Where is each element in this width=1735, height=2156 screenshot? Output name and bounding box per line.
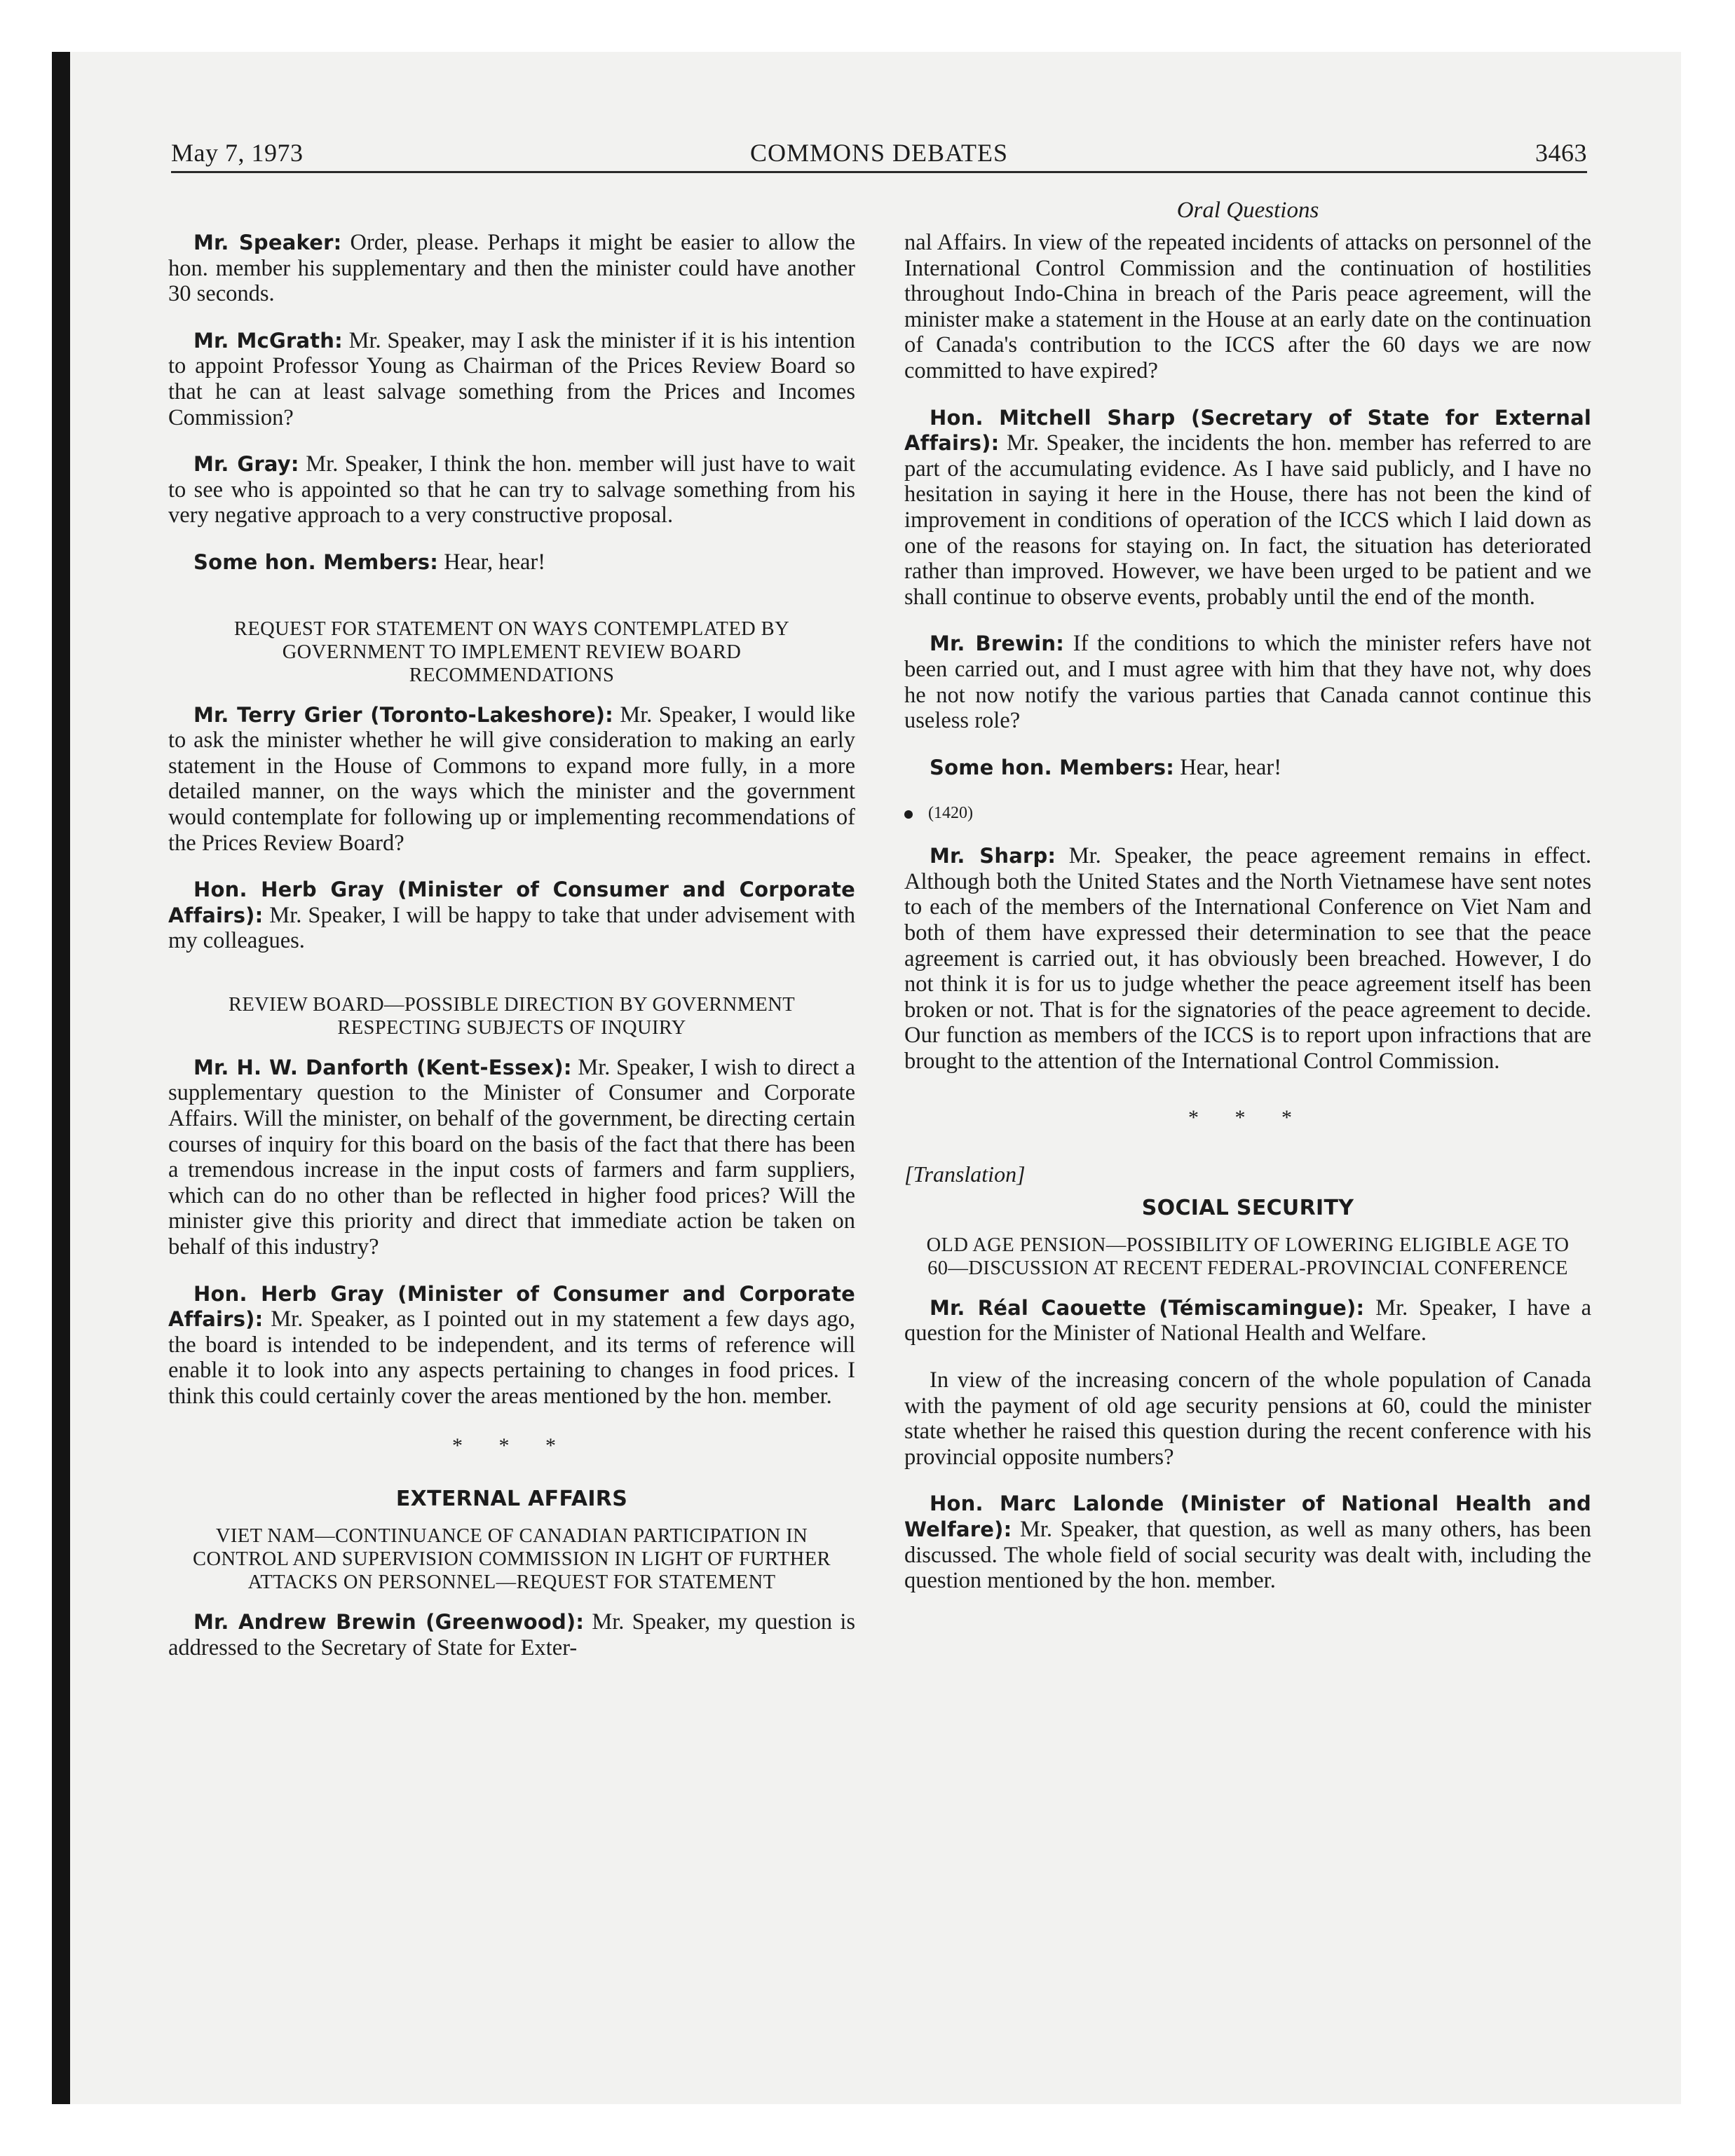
section-divider-stars: * * * [1188, 1105, 1307, 1129]
speaker-name: Some hon. Members: [930, 755, 1175, 779]
section-heading: SOCIAL SECURITY [1141, 1195, 1354, 1220]
subheading: VIET NAM—CONTINUANCE OF CANADIAN PARTICIPATION IN CONTROL AND SUPERVISION COMMISSION IN LIGHT OF FURTHER ATTACKS ON PERSONNEL—REQUEST FOR STATEMENT [193, 1525, 831, 1594]
time-stamp: (1420) [928, 804, 973, 823]
speaker-name: Mr. Andrew Brewin (Greenwood): [193, 1610, 585, 1635]
header-date: May 7, 1973 [171, 139, 304, 167]
speaker-name: Mr. Terry Grier (Toronto-Lakeshore): [193, 702, 613, 727]
speaker-name: Mr. Brewin: [930, 632, 1065, 656]
subheading: REVIEW BOARD—POSSIBLE DIRECTION BY GOVERNMENT RESPECTING SUBJECTS OF INQUIRY [228, 993, 796, 1039]
speech-text: Hear, hear! [1180, 754, 1282, 780]
speech-text: Mr. Speaker, I have a question for the Minister of National Health and Welfare. [904, 1295, 1591, 1346]
speaker-name: Mr. Speaker: [193, 231, 342, 254]
speech-text: Hear, hear! [444, 549, 546, 575]
speaker-name: Hon. Marc Lalonde (Minister of National Health and Welfare): [904, 1492, 1591, 1541]
speaker-name: Hon. Herb Gray (Minister of Consumer and Corporate Affairs): [168, 1281, 855, 1332]
speech-text: If the conditions to which the minister refers have not been carried out, and I must agree with him that they have not, why does he not now notify the various parties that Canada cannot continue this useless role? [904, 631, 1592, 734]
speech-paragraph [168, 1055, 855, 1260]
body-paragraph: In view of the increasing concern of the whole population of Canada with the payment of old age security pensions at 60, could the minister state whether he raised this question during the recent conference with his provincial opposite numbers? [904, 1367, 1591, 1470]
speech-text: Mr. Speaker, I wish to direct a supplementary question to the Minister of Consumer and Corporate Affairs. Will the minister, on behalf of the government, be directing certain courses of inquiry for this board on the basis of the fact that there has been a tremendous increase in the input costs of farmers and farm suppliers, which can do no other than be reflected in higher food prices? Will the minister give this priority and direct that immediate action be taken on behalf of this industry? [168, 1054, 855, 1260]
speaker-name: Mr. McGrath: [193, 328, 343, 353]
speech-paragraph [168, 877, 855, 954]
speech-text: Mr. Speaker, the peace agreement remains in effect. Although both the United States and the North Vietnamese have sent notes to each of the members of the International Conference on Viet Nam and both of them have expressed their determination to see that the peace agreement is carried out, it has obviously been breached. However, I do not think it is for us to judge whether the peace agreement itself has been broken or not. That is for the signatories of the peace agreement to decide. Our function as members of the ICCS is to report upon infractions that are brought to the attention of the International Control Commission. [904, 843, 1592, 1074]
bullet-icon [904, 810, 913, 819]
speaker-name: Mr. Gray: [193, 452, 299, 477]
speech-text: Mr. Speaker, I would like to ask the minister whether he will give consideration to making an early statement in the House of Commons to expand more fully, in a more detailed manner, on the ways which the minister and the government would contemplate for following up or implementing recommendations of the Prices Review Board? [168, 702, 856, 856]
speech-text: Mr. Speaker, that question, as well as many others, has been discussed. The whole field of social security was dealt with, including the question mentioned by the hon. member. [904, 1516, 1592, 1594]
speech-text: Mr. Speaker, the incidents the hon. member has referred to are part of the accumulating evidence. As I have said publicly, and I have no hesitation in saying it here in the House, there has not been the kind of improvement in conditions of operation of the ICCS which I laid down as one of the reasons for staying on. In fact, the situation has deteriorated rather than improved. However, we have been urged to be patient and we shall continue to observe events, probably until the end of the month. [904, 430, 1591, 610]
speech-paragraph [904, 755, 1591, 781]
speech-paragraph [168, 1281, 855, 1410]
speech-text: Mr. Speaker, I think the hon. member will just have to wait to see who is appointed so that he can try to salvage something from his very negative approach to a very constructive proposal. [168, 451, 856, 528]
speech-paragraph [904, 631, 1591, 733]
right-column-header: Oral Questions [1176, 198, 1319, 223]
left-column [168, 230, 855, 1681]
speaker-name: Hon. Mitchell Sharp (Secretary of State for External Affairs): [904, 405, 1591, 456]
section-heading: EXTERNAL AFFAIRS [395, 1487, 628, 1512]
header-title: COMMONS DEBATES [749, 139, 1009, 167]
speech-paragraph [168, 702, 855, 857]
speaker-name: Mr. H. W. Danforth (Kent-Essex): [193, 1055, 572, 1079]
speech-paragraph [904, 1295, 1591, 1346]
speech-text: Mr. Speaker, I will be happy to take that under advisement with my colleagues. [168, 902, 855, 954]
subheading: OLD AGE PENSION—POSSIBILITY OF LOWERING ELIGIBLE AGE TO 60—DISCUSSION AT RECENT FEDERAL-PROVINCIAL CONFERENCE [926, 1234, 1570, 1279]
speaker-name: Some hon. Members: [193, 550, 439, 574]
page-number: 3463 [1535, 139, 1587, 167]
scan-edge-shadow [52, 52, 70, 2104]
continued-paragraph: nal Affairs. In view of the repeated incidents of attacks on personnel of the International Control Commission and the continuation of hostilities throughout Indo-China in breach of the Paris peace agreement, will the minister make a statement in the House at an early date on the continuation of Canada's contribution to the ICCS after the 60 days we are now committed to have expired? [904, 230, 1591, 383]
right-column [904, 230, 1591, 1615]
section-divider-stars: * * * [452, 1433, 571, 1457]
translation-note: [Translation] [904, 1161, 1026, 1187]
speech-paragraph [904, 405, 1591, 610]
speech-text: Mr. Speaker, may I ask the minister if it is his intention to appoint Professor Young as Chairman of the Prices Review Board so that he can at least salvage something from the Prices and Incomes Commission? [168, 327, 855, 430]
speech-text: Mr. Speaker, as I pointed out in my statement a few days ago, the board is intended to be independent, and its terms of reference will enable it to look into any aspects pertaining to changes in food prices. I think this could certainly cover the areas mentioned by the hon. member. [168, 1306, 856, 1409]
speaker-name: Mr. Réal Caouette (Témiscamingue): [930, 1295, 1365, 1320]
speech-paragraph [168, 1609, 855, 1660]
speech-paragraph [168, 451, 855, 528]
speech-paragraph [904, 1491, 1591, 1593]
speech-paragraph [904, 843, 1591, 1074]
speech-paragraph [168, 328, 855, 430]
speech-paragraph [168, 230, 855, 307]
speech-text: Mr. Speaker, my question is addressed to the Secretary of State for Exter- [168, 1609, 855, 1660]
speech-paragraph [168, 550, 855, 575]
subheading: REQUEST FOR STATEMENT ON WAYS CONTEMPLATED BY GOVERNMENT TO IMPLEMENT REVIEW BOARD RECOMMENDATIONS [233, 618, 790, 686]
speech-text: Order, please. Perhaps it might be easier to allow the hon. member his supplementary and then the minister could have another 30 seconds. [168, 230, 856, 307]
speaker-name: Hon. Herb Gray (Minister of Consumer and Corporate Affairs): [168, 878, 855, 927]
time-marker [904, 801, 1591, 825]
page-header [171, 137, 1587, 173]
speaker-name: Mr. Sharp: [930, 844, 1056, 868]
